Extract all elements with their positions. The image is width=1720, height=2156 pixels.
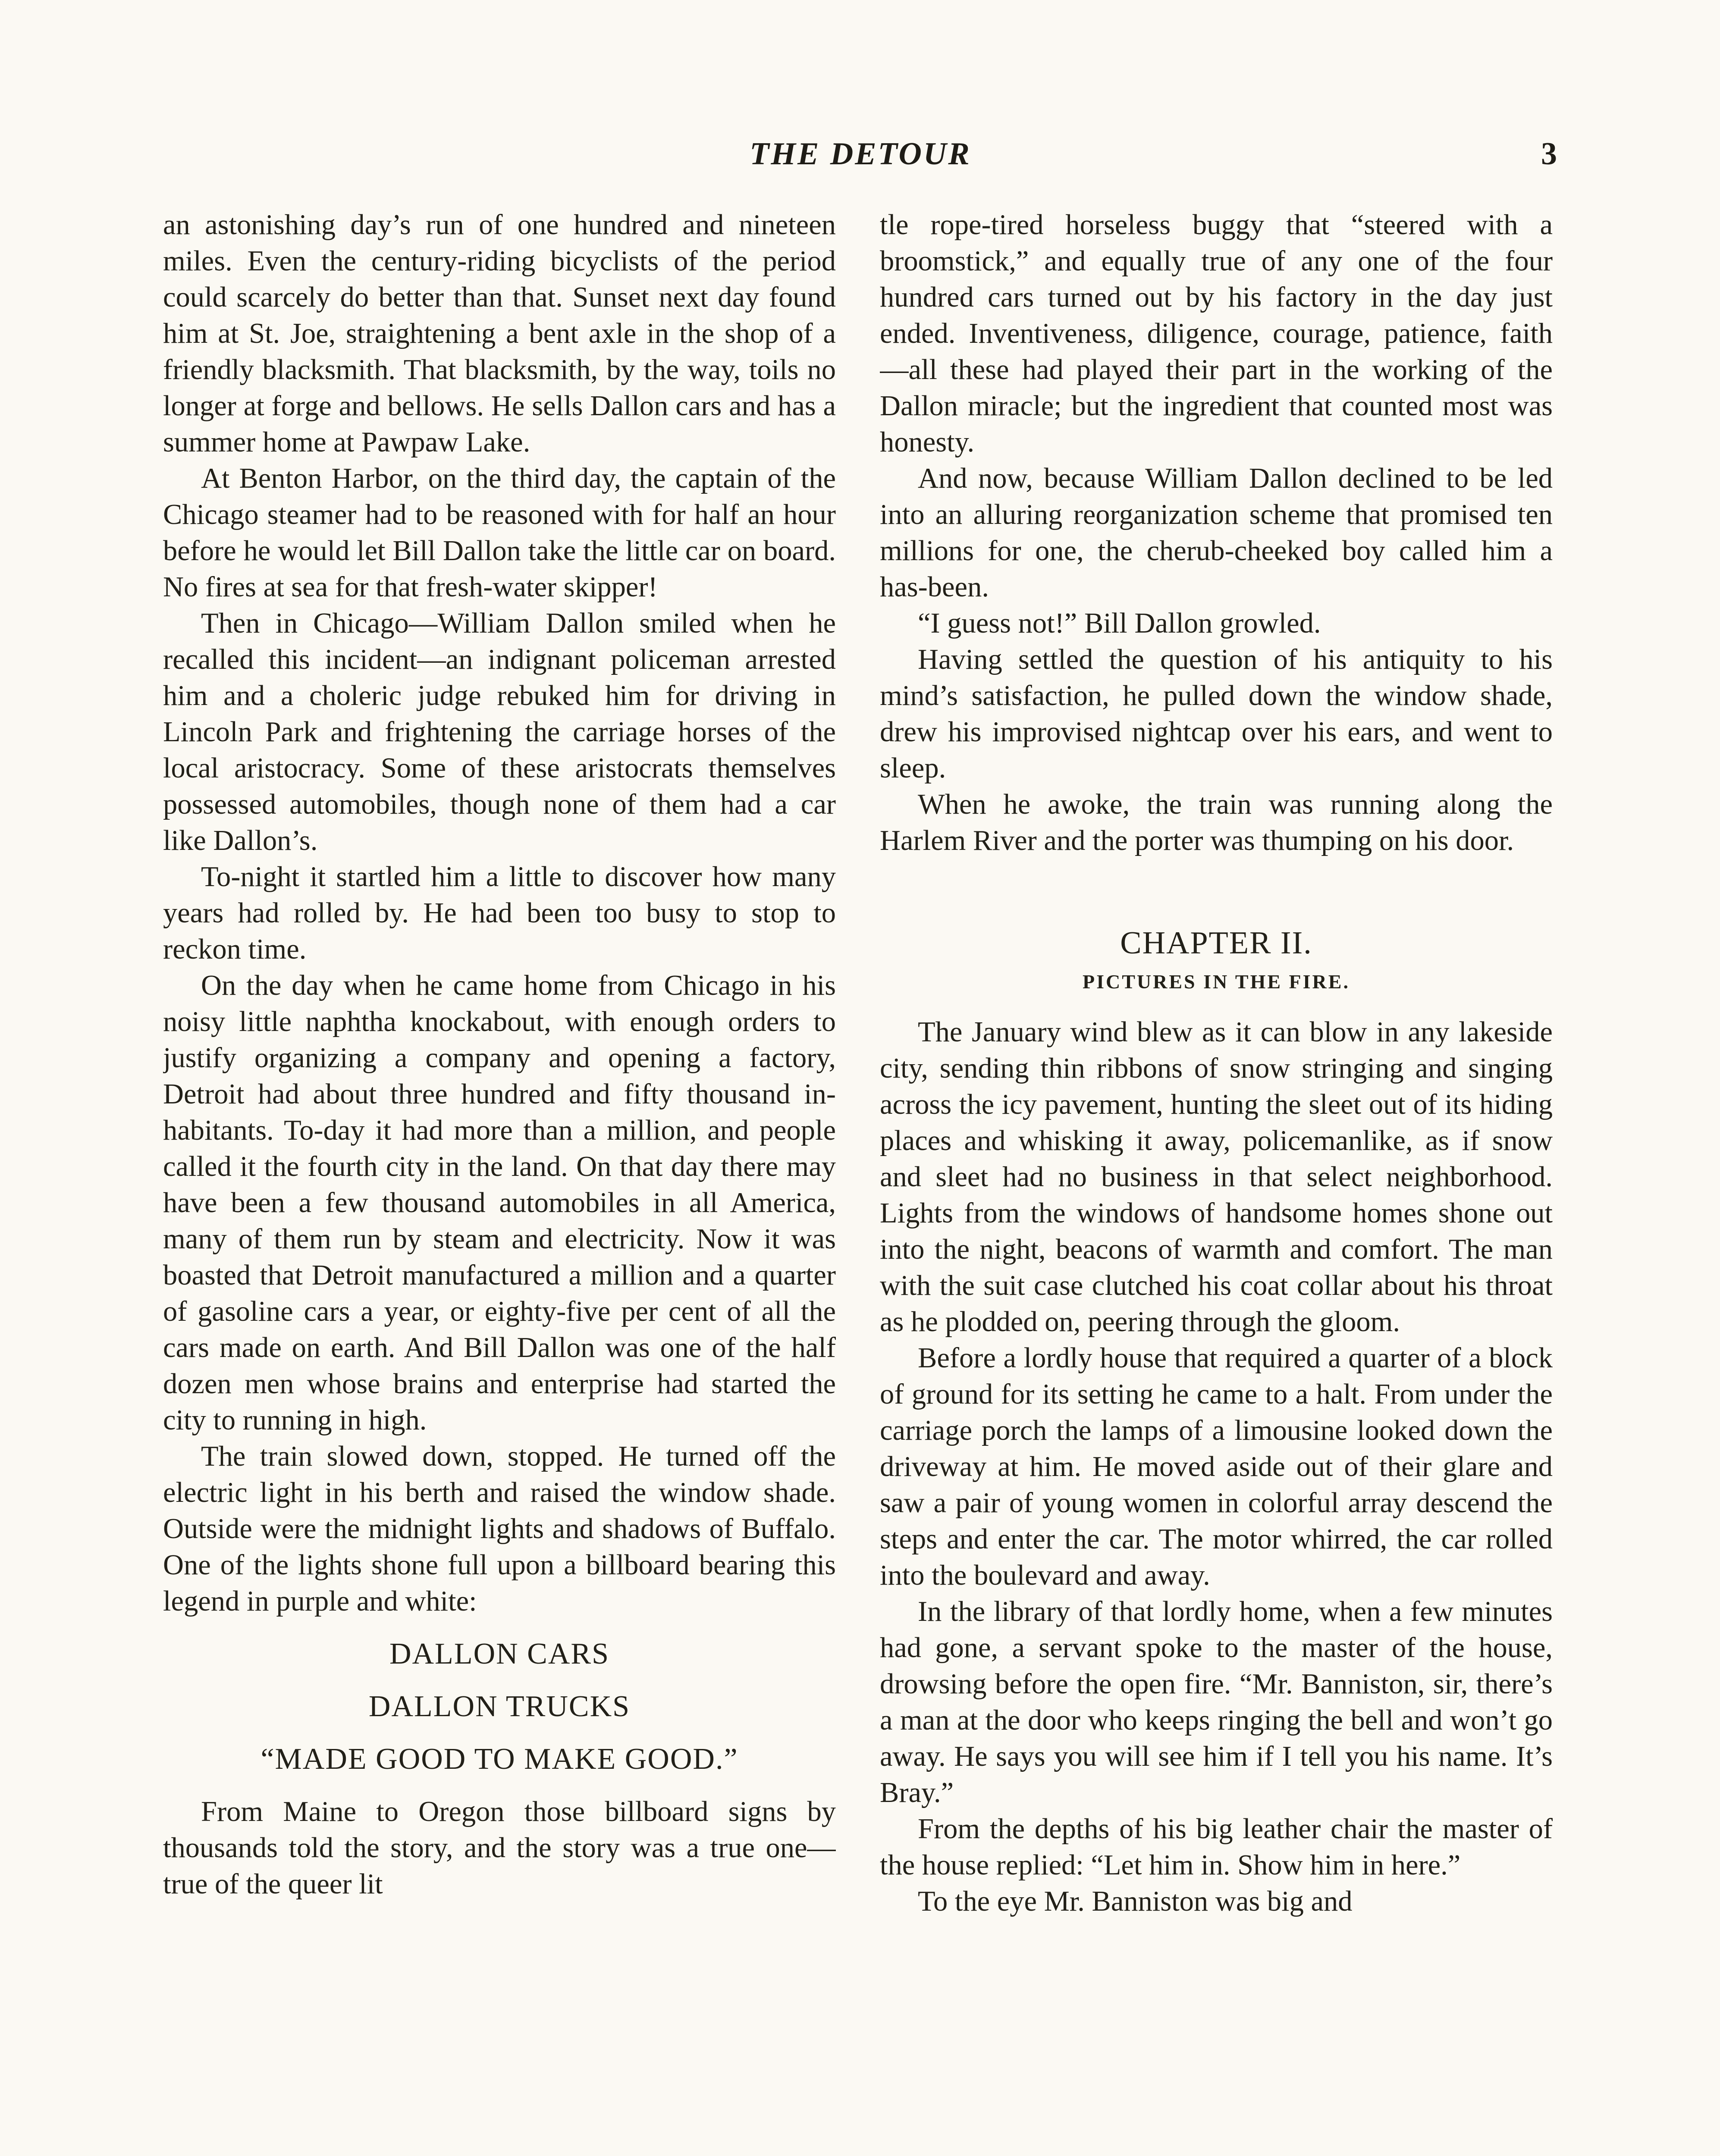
paragraph: “I guess not!” Bill Dallon growled. bbox=[918, 608, 1321, 639]
page-number: 3 bbox=[1541, 136, 1557, 172]
paragraph: The train slowed down, stopped. He turned off the electric light in his berth and raised the window shade. Outside were the midnight lights and shadows of Buffalo. One of the lights shone full upon a billboard bearing this legend in purple and white: bbox=[163, 1441, 836, 1617]
billboard-line: DALLON CARS bbox=[389, 1637, 610, 1670]
paragraph: tle rope-tired horseless buggy that “steered with a broomstick,” and equally true of any one of the four hundred cars turned out by his factory in the day just ended. Inventiveness, diligence, courage, patience, faith —all these had played their part in the working of the Dallon miracle; but the ingredient that counted most was honesty. bbox=[880, 209, 1553, 458]
paragraph: Before a lordly house that required a quarter of a block of ground for its setting he came to a halt. From under the carriage porch the lamps of a limousine looked down the driveway at him. He moved aside out of their glare and saw a pair of young women in colorful array descend the steps and enter the car. The motor whirred, the car rolled into the boulevard and away. bbox=[880, 1342, 1553, 1591]
paragraph: At Benton Harbor, on the third day, the captain of the Chicago steamer had to be reasoned with for half an hour before he would let Bill Dallon take the little car on board. No fires at sea for that fresh-water skipper! bbox=[163, 463, 836, 603]
paragraph: Then in Chicago—William Dallon smiled when he recalled this incident—an indignant policeman arrested him and a choleric judge rebuked him for driving in Lincoln Park and frightening the carriage horses of the local aristocracy. Some of these aristocrats themselves possessed automobiles, though none of them had a car like Dallon’s. bbox=[163, 608, 836, 856]
paragraph: And now, because William Dallon declined to be led into an alluring reorganization scheme that promised ten millions for one, the cherub-cheeked boy called him a has-been. bbox=[880, 463, 1553, 603]
paragraph: Having settled the question of his antiquity to his mind’s satisfaction, he pulled down the window shade, drew his improvised nightcap over his ears, and went to sleep. bbox=[880, 644, 1553, 784]
right-column bbox=[880, 207, 1553, 2156]
billboard-line: DALLON TRUCKS bbox=[368, 1690, 631, 1723]
paragraph: On the day when he came home from Chicago in his noisy little naphtha knockabout, with enough orders to justify organizing a company and opening a factory, Detroit had about three hundred and fifty thousand inhabitants. To-day it had more than a million, and people called it the fourth city in the land. On that day there may have been a few thousand automobiles in all America, many of them run by steam and electricity. Now it was boasted that Detroit manufactured a million and a quarter of gasoline cars a year, or eighty-five per cent of all the cars made on earth. And Bill Dallon was one of the half dozen men whose brains and enterprise had started the city to running in high. bbox=[163, 970, 836, 1436]
billboard-slogan: “MADE GOOD TO MAKE GOOD.” bbox=[261, 1742, 738, 1776]
paragraph: To-night it startled him a little to discover how many years had rolled by. He had been too busy to stop to reckon time. bbox=[163, 861, 836, 965]
paragraph: In the library of that lordly home, when a few minutes had gone, a servant spoke to the master of the house, drowsing before the open fire. “Mr. Banniston, sir, there’s a man at the door who keeps ringing the bell and won’t go away. He says you will see him if I tell you his name. It’s Bray.” bbox=[880, 1596, 1553, 1808]
paragraph: The January wind blew as it can blow in any lakeside city, sending thin ribbons of snow stringing and singing across the icy pavement, hunting the sleet out of its hiding places and whisking it away, policemanlike, as if snow and sleet had no business in that select neighborhood. Lights from the windows of handsome homes shone out into the night, beacons of warmth and comfort. The man with the suit case clutched his coat collar about his throat as he plodded on, peering through the gloom. bbox=[880, 1016, 1553, 1338]
running-title: THE DETOUR bbox=[750, 136, 971, 172]
paragraph: From Maine to Oregon those billboard signs by thousands told the story, and the story was a true one—true of the queer lit bbox=[163, 1796, 836, 1900]
paragraph: an astonishing day’s run of one hundred and nineteen miles. Even the century-riding bicyclists of the period could scarcely do better than that. Sunset next day found him at St. Joe, straightening a bent axle in the shop of a friendly blacksmith. That blacksmith, by the way, toils no longer at forge and bellows. He sells Dallon cars and has a summer home at Pawpaw Lake. bbox=[163, 209, 836, 458]
page-header bbox=[164, 136, 1557, 175]
chapter-heading: CHAPTER II. bbox=[1120, 925, 1312, 961]
left-column bbox=[163, 207, 836, 2156]
paragraph: From the depths of his big leather chair the master of the house replied: “Let him in. Show him in here.” bbox=[880, 1813, 1553, 1881]
paragraph: When he awoke, the train was running along the Harlem River and the porter was thumping on his door. bbox=[880, 789, 1553, 856]
paragraph: To the eye Mr. Banniston was big and bbox=[918, 1886, 1353, 1917]
chapter-subtitle: PICTURES IN THE FIRE. bbox=[1083, 971, 1350, 993]
